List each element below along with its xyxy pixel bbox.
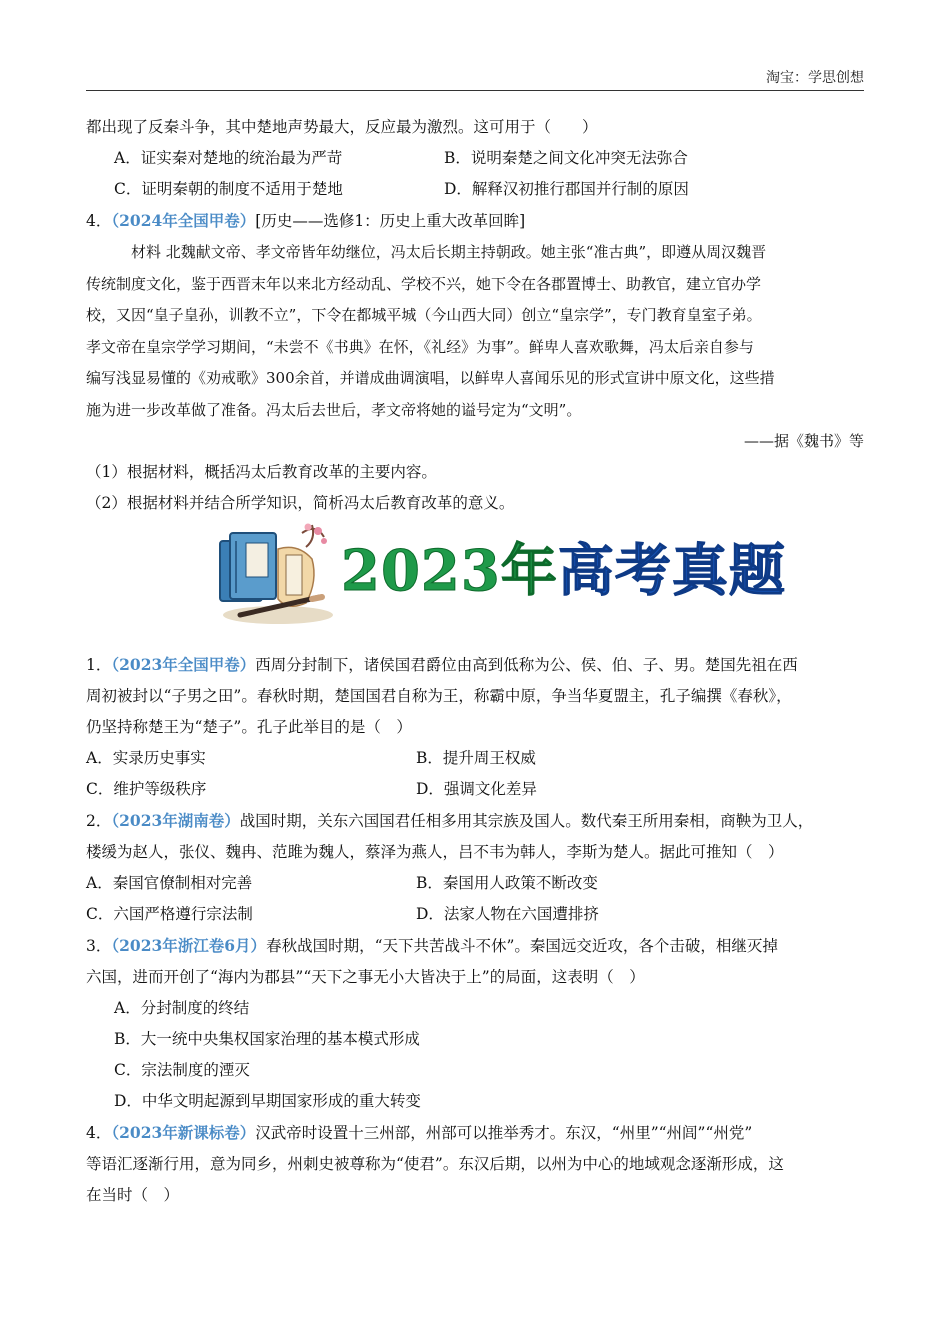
question-3-line (86, 930, 864, 962)
option-b: B．说明秦楚之间文化冲突无法弥合 (444, 149, 688, 167)
header-text: 淘宝：学思创想 (766, 70, 864, 86)
question-text: 战国时期，关东六国国君任相多用其宗族及国人。数代秦王所用秦相，商鞅为卫人， (239, 812, 814, 830)
question-text: 汉武帝时设置十三州部，州部可以推举秀才。东汉，“州里”“州闾”“州党” (255, 1124, 753, 1142)
option-b: B．秦国用人政策不断改变 (416, 874, 598, 892)
material-line: 编写浅显易懂的《劝戒歌》300余首，并谱成曲调演唱，以鲜卑人喜闻乐见的形式宣讲中原文化，这些措 (86, 369, 775, 387)
question-number: 1． (86, 656, 112, 674)
book-illustration-icon (216, 519, 336, 629)
section-banner (86, 519, 864, 649)
options-row (86, 743, 864, 774)
sub-question-1: （1）根据材料，概括冯太后教育改革的主要内容。 (86, 463, 437, 481)
option-d: D．法家人物在六国遭排挤 (416, 905, 599, 923)
question-source: （2023年浙江卷6月） (111, 936, 267, 955)
options-row (86, 868, 864, 899)
header-rule (86, 90, 864, 91)
question-text: 西周分封制下，诸侯国君爵位由高到低称为公、侯、伯、子、男。楚国先祖在西 (255, 656, 798, 674)
material-line: 校，又因“皇子皇孙，训教不立”，下令在都城平城（今山西大同）创立“皇宗学”，专门教育皇室子弟。 (86, 306, 762, 324)
option-a: A．分封制度的终结 (114, 999, 250, 1017)
question-text: 仍坚持称楚王为“楚子”。孔子此举目的是（ ） (86, 718, 412, 736)
question-text: 等语汇逐渐行用，意为同乡，州刺史被尊称为“使君”。东汉后期，以州为中心的地域观念逐渐形成，这 (86, 1155, 784, 1173)
sub-question-2: （2）根据材料并结合所学知识，简析冯太后教育改革的意义。 (86, 494, 515, 512)
option-d: D．强调文化差异 (416, 780, 537, 798)
question-text: 周初被封以“子男之田”。春秋时期，楚国国君自称为王，称霸中原，争当华夏盟主，孔子编撰《春秋》， (86, 687, 792, 705)
question-text: 在当时（ ） (86, 1186, 180, 1204)
option-c: C．宗法制度的湮灭 (114, 1061, 250, 1079)
material-line: 施为进一步改革做了准备。冯太后去世后，孝文帝将她的谥号定为“文明”。 (86, 400, 582, 419)
options-row (86, 899, 864, 930)
banner-title (341, 533, 786, 609)
question-4-2024-heading (86, 205, 864, 237)
question-4-line (86, 1117, 864, 1149)
question-text: 六国，进而开创了“海内为郡县”“天下之事无小大皆决于上”的局面，这表明（ ） (86, 968, 645, 986)
option-b: B．提升周王权威 (416, 749, 536, 767)
option-d: D．解释汉初推行郡国并行制的原因 (444, 180, 689, 198)
question-source: （2023年新课标卷） (111, 1123, 256, 1142)
material-attribution: ——据《魏书》等 (743, 432, 864, 450)
option-a: A．实录历史事实 (86, 749, 206, 767)
question-2-line (86, 805, 864, 837)
question-1-line (86, 649, 864, 681)
prev-options-row-2 (86, 174, 864, 205)
options-row (86, 774, 864, 805)
option-c: C．维护等级秩序 (86, 780, 207, 798)
question-number: 4． (86, 212, 112, 230)
question-number: 2． (86, 812, 112, 830)
question-number: 3． (86, 937, 112, 955)
prev-question-tail: 都出现了反秦斗争，其中楚地声势最大，反应最为激烈。这可用于（ ） (86, 118, 598, 136)
material-line: 孝文帝在皇宗学学习期间，“未尝不《书典》在怀，《礼经》为事”。鲜卑人喜欢歌舞，冯太后亲自参与 (86, 337, 754, 356)
question-source: （2024年全国甲卷） (111, 211, 256, 230)
question-topic: [历史——选修1：历史上重大改革回眸] (255, 212, 526, 230)
option-a: A．秦国官僚制相对完善 (86, 874, 253, 892)
material-line: 传统制度文化，鉴于西晋末年以来北方经动乱、学校不兴，她下令在各郡置博士、助教官，建立官办学 (86, 274, 762, 293)
question-text: 楼缓为赵人，张仪、魏冉、范雎为魏人，蔡泽为燕人，吕不韦为韩人，李斯为楚人。据此可推知（ ） (86, 843, 784, 861)
option-c: C．六国严格遵行宗法制 (86, 905, 253, 923)
option-c: C．证明秦朝的制度不适用于楚地 (114, 180, 343, 198)
question-source: （2023年全国甲卷） (111, 655, 256, 674)
question-source: （2023年湖南卷） (111, 811, 240, 830)
material-line: 材料 北魏献文帝、孝文帝皆年幼继位，冯太后长期主持朝政。她主张“准古典”，即遵从周汉魏晋 (131, 243, 767, 261)
question-number: 4． (86, 1124, 112, 1142)
option-b: B．大一统中央集权国家治理的基本模式形成 (114, 1030, 420, 1048)
material-passage (86, 237, 864, 426)
page-content (86, 112, 864, 1211)
option-d: D．中华文明起源到早期国家形成的重大转变 (114, 1092, 421, 1110)
question-text: 春秋战国时期，“天下共苦战斗不休”。秦国远交近攻，各个击破，相继灭掉 (266, 937, 778, 955)
banner-main-title: 高考真题 (557, 538, 786, 604)
option-a: A．证实秦对楚地的统治最为严苛 (114, 149, 343, 167)
prev-options-row-1 (86, 143, 864, 174)
banner-year: 2023年 (341, 538, 558, 604)
